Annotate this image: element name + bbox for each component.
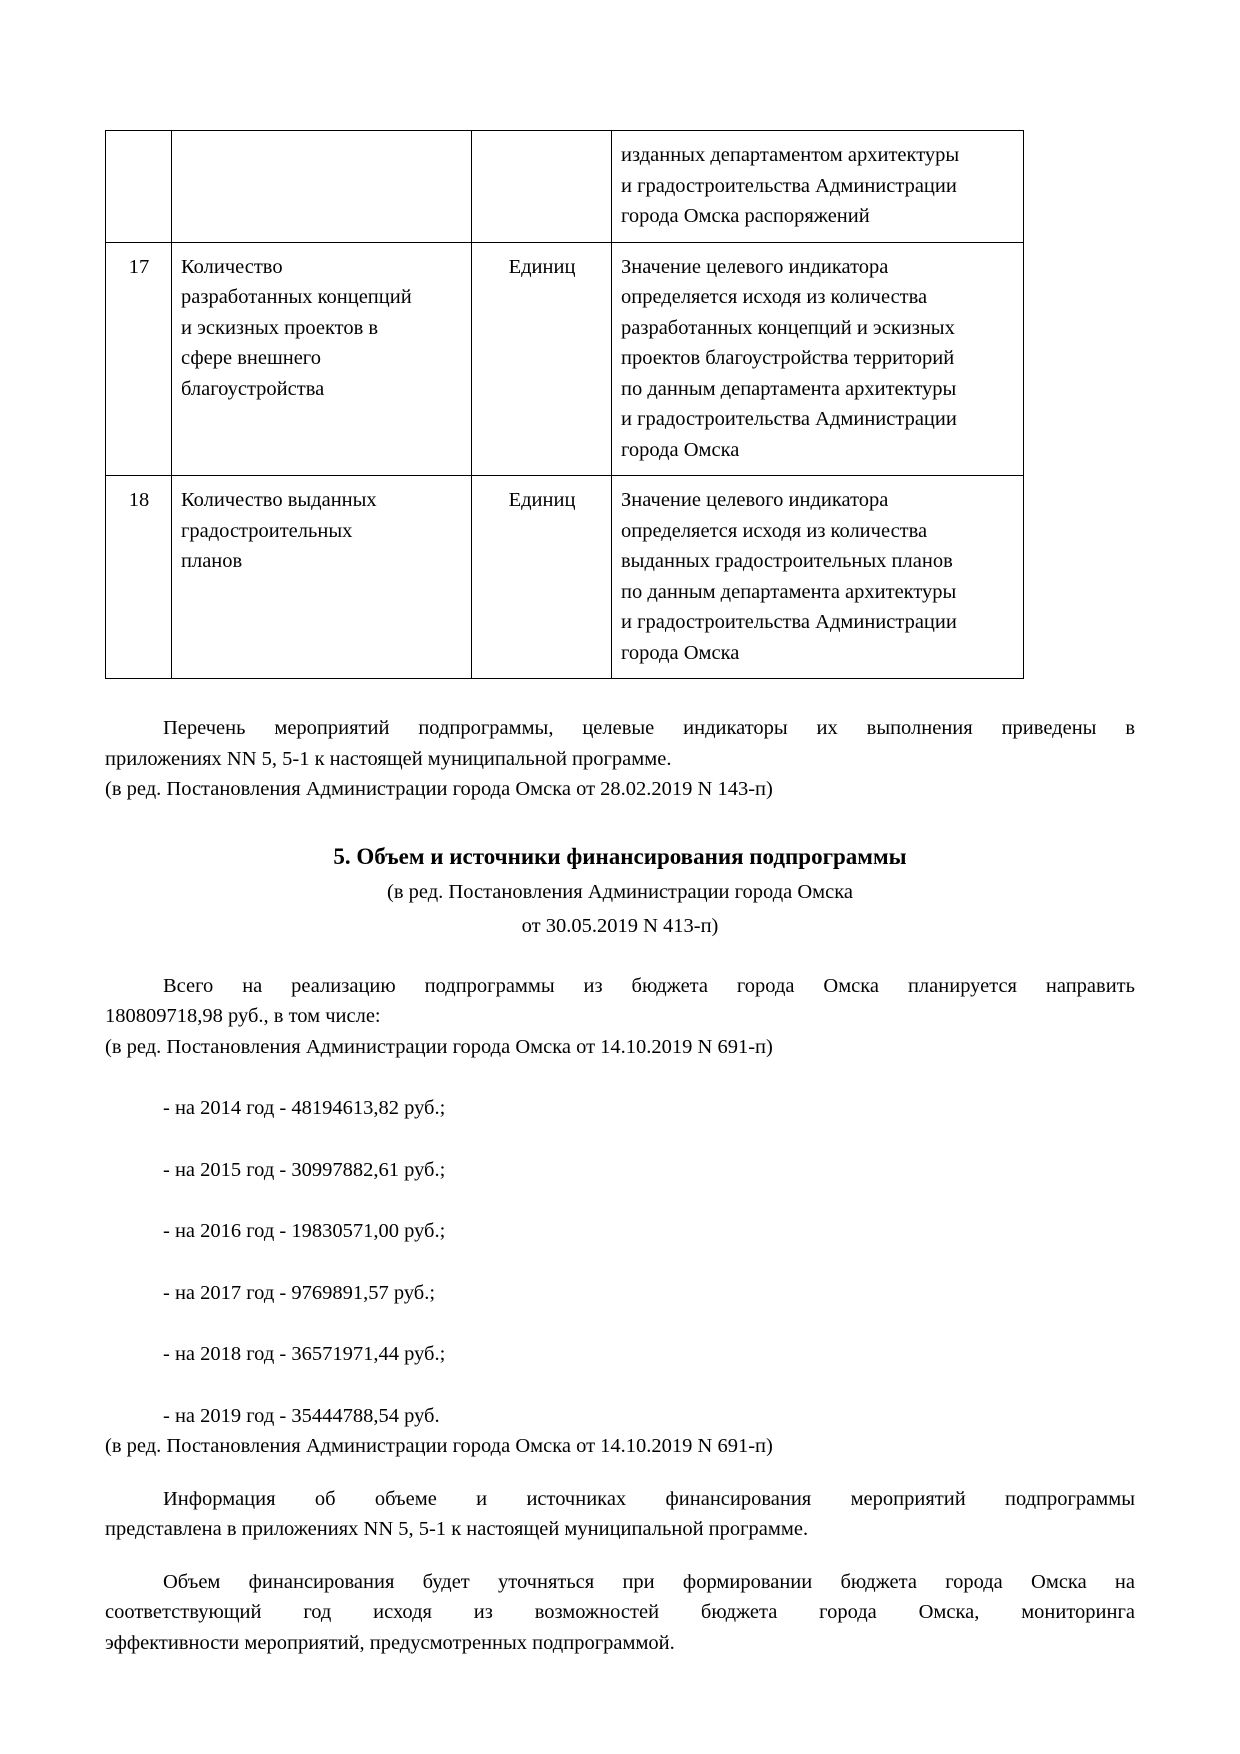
paragraph-line: приложениях NN 5, 5-1 к настоящей муниципальной программе. (105, 747, 672, 770)
amendment-note: (в ред. Постановления Администрации города Омска от 14.10.2019 N 691-п) (105, 1435, 773, 1457)
description-line: изданных департаментом архитектуры (621, 144, 960, 166)
spacer (105, 1062, 1135, 1093)
paragraph-line: Объем финансирования будет уточняться при формировании бюджета города Омска на (163, 1570, 1135, 1593)
cell-number (106, 131, 172, 243)
description-line: города Омска (621, 641, 740, 664)
list-item: - на 2018 год - 36571971,44 руб.; (163, 1343, 446, 1365)
section-amendment-line: от 30.05.2019 N 413-п) (521, 914, 719, 937)
description-line: по данным департамента архитектуры (621, 377, 957, 400)
indicators-table-body (106, 131, 1024, 679)
description-line: и градостроительства Администрации (621, 174, 957, 197)
cell-unit (472, 131, 612, 243)
spacer (105, 1185, 1135, 1216)
indicator-line: планов (181, 550, 243, 572)
cell-indicator-name (172, 242, 472, 476)
cell-indicator-name (172, 131, 472, 243)
list-item: - на 2015 год - 30997882,61 руб.; (163, 1158, 446, 1181)
description-line: Значение целевого индикатора (621, 255, 889, 278)
cell-number: 18 (106, 476, 172, 679)
cell-unit: Единиц (472, 476, 612, 679)
description-line: и градостроительства Администрации (621, 408, 957, 430)
paragraph-info (105, 1484, 1135, 1545)
description-line: определяется исходя из количества (621, 286, 928, 308)
table-row (106, 131, 1024, 243)
spacer (105, 1462, 1135, 1484)
description-line: по данным департамента архитектуры (621, 580, 957, 603)
spacer (105, 941, 1135, 971)
indicator-line: Количество выданных (181, 489, 377, 511)
spacer (105, 1124, 1135, 1155)
spacer (105, 1370, 1135, 1401)
section-heading: 5. Объем и источники финансирования подпрограммы (333, 843, 907, 869)
description-line: определяется исходя из количества (621, 519, 928, 542)
list-item: - на 2019 год - 35444788,54 руб. (163, 1404, 440, 1427)
paragraph-line: Перечень мероприятий подпрограммы, целевые индикаторы их выполнения приведены в (163, 717, 1135, 739)
indicator-line: разработанных концепций (181, 286, 412, 308)
paragraph-line: Всего на реализацию подпрограммы из бюджета города Омска планируется направить (163, 974, 1135, 997)
description-line: и градостроительства Администрации (621, 611, 957, 633)
description-line: города Омска (621, 438, 740, 461)
paragraph-line: 180809718,98 руб., в том числе: (105, 1005, 381, 1027)
list-item: - на 2017 год - 9769891,57 руб.; (163, 1281, 436, 1304)
cell-description (612, 476, 1024, 679)
paragraph-volume (105, 1567, 1135, 1659)
table-row (106, 242, 1024, 476)
description-line: разработанных концепций и эскизных (621, 316, 955, 339)
list-item: - на 2016 год - 19830571,00 руб.; (163, 1220, 446, 1242)
indicators-table (105, 130, 1024, 679)
cell-number: 17 (106, 242, 172, 476)
cell-unit: Единиц (472, 242, 612, 476)
description-line: Значение целевого индикатора (621, 489, 889, 511)
cell-indicator-name (172, 476, 472, 679)
amendment-note: (в ред. Постановления Администрации города Омска от 28.02.2019 N 143-п) (105, 778, 773, 800)
list-item: - на 2014 год - 48194613,82 руб.; (163, 1097, 446, 1119)
description-line: проектов благоустройства территорий (621, 347, 955, 369)
total-funding-block (105, 971, 1135, 1063)
spacer (105, 1247, 1135, 1278)
total-funding-text (105, 971, 1135, 1032)
paragraph-list-reference-text (105, 713, 1135, 774)
paragraph-line: соответствующий год исходя из возможностей бюджета города Омска, мониторинга (105, 1601, 1135, 1623)
cell-description (612, 131, 1024, 243)
paragraph-list-reference (105, 713, 1135, 805)
table-row (106, 476, 1024, 679)
indicator-line: благоустройства (181, 377, 325, 400)
indicator-line: и эскизных проектов в (181, 316, 379, 339)
paragraph-line: Информация об объеме и источниках финансирования мероприятий подпрограммы (163, 1487, 1135, 1510)
description-line: выданных градостроительных планов (621, 550, 953, 572)
indicator-line: сфере внешнего (181, 347, 321, 369)
year-funding-list (105, 1093, 1135, 1431)
spacer (105, 1545, 1135, 1567)
amendment-note: (в ред. Постановления Администрации города Омска от 14.10.2019 N 691-п) (105, 1035, 773, 1058)
indicator-line: Количество (181, 255, 283, 278)
indicator-line: градостроительных (181, 519, 353, 542)
paragraph-line: эффективности мероприятий, предусмотренных подпрограммой. (105, 1631, 675, 1654)
paragraph-line: представлена в приложениях NN 5, 5-1 к настоящей муниципальной программе. (105, 1518, 809, 1540)
cell-description (612, 242, 1024, 476)
spacer (105, 1308, 1135, 1339)
description-line: города Омска распоряжений (621, 205, 870, 227)
section-amendment-line: (в ред. Постановления Администрации города Омска (387, 880, 853, 903)
